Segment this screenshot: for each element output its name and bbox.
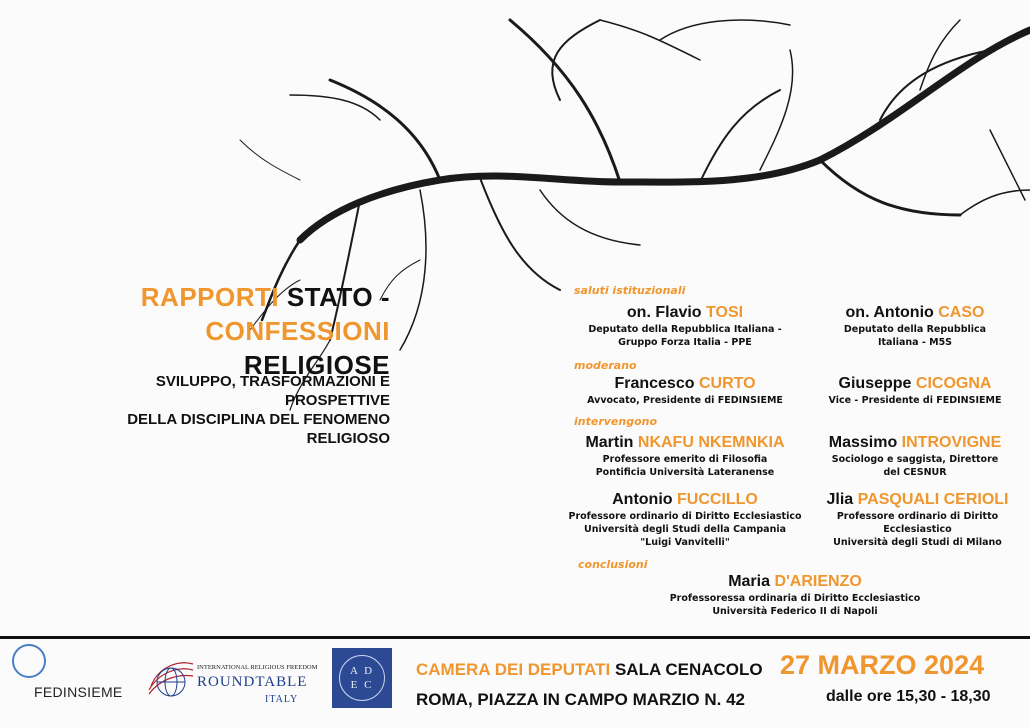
speaker-desc: Italiana - M5S — [877, 337, 953, 348]
venue-name — [416, 660, 763, 680]
speaker-first-name: on. Antonio — [845, 304, 934, 321]
speaker-fuccillo — [555, 490, 815, 549]
speaker-desc: Vice - Presidente di FEDINSIEME — [828, 395, 1002, 406]
subtitle-line: SVILUPPO, TRASFORMAZIONI E PROSPETTIVE — [155, 373, 390, 409]
speaker-last-name: NKAFU NKEMNKIA — [637, 434, 785, 451]
speaker-caso — [810, 303, 1020, 349]
speaker-desc: Sociologo e saggista, Direttore — [831, 454, 999, 465]
speaker-first-name: on. Flavio — [626, 304, 702, 321]
subtitle-line: DELLA DISCIPLINA DEL FENOMENO — [127, 411, 390, 428]
speaker-cicogna — [800, 374, 1030, 407]
title-accent-2: CONFESSIONI — [205, 316, 390, 346]
speaker-last-name: FUCCILLO — [677, 491, 758, 508]
venue-address: ROMA, PIAZZA IN CAMPO MARZIO N. 42 — [416, 690, 745, 709]
speaker-first-name: Antonio — [612, 491, 673, 508]
adec-logo-top: A D — [349, 665, 375, 677]
adec-logo-bottom: E C — [350, 679, 374, 691]
footer-divider — [0, 636, 1030, 639]
subtitle-line: RELIGIOSO — [306, 430, 390, 447]
label-saluti: saluti istituzionali — [574, 284, 686, 297]
speaker-desc: Università degli Studi di Milano — [833, 537, 1002, 548]
speaker-first-name: Maria — [728, 573, 770, 590]
irf-logo-line1: INTERNATIONAL RELIGIOUS FREEDOM — [197, 664, 318, 671]
speaker-last-name: TOSI — [706, 304, 744, 321]
speaker-last-name: CURTO — [698, 375, 756, 392]
speaker-desc: Pontificia Università Lateranense — [595, 467, 775, 478]
date-year: 2024 — [924, 650, 985, 680]
speaker-desc: Professore emerito di Filosofia — [602, 454, 768, 465]
speaker-last-name: INTROVIGNE — [901, 434, 1002, 451]
speaker-desc: "Luigi Vanvitelli" — [640, 537, 730, 548]
title-rest-1: STATO - — [279, 282, 390, 312]
speaker-desc: Professore ordinario di Diritto Ecclesiastico — [568, 511, 802, 522]
event-date — [780, 650, 984, 681]
speaker-introvigne — [805, 433, 1025, 479]
speaker-darienzo — [650, 572, 940, 618]
speaker-tosi — [560, 303, 810, 349]
fedinsieme-logo — [8, 644, 128, 714]
speaker-desc: Università Federico II di Napoli — [712, 606, 878, 617]
label-moderano: moderano — [574, 359, 637, 372]
speaker-desc: Professore ordinario di Diritto — [836, 511, 999, 522]
speaker-desc: Avvocato, Presidente di FEDINSIEME — [587, 395, 783, 406]
speaker-desc: Università degli Studi della Campania — [584, 524, 786, 535]
speaker-desc: Ecclesiastico — [883, 524, 952, 535]
event-subtitle — [60, 372, 390, 448]
irf-logo-line3: ITALY — [265, 694, 299, 705]
speaker-cerioli — [810, 490, 1025, 549]
speaker-first-name: Giuseppe — [838, 375, 912, 392]
fedinsieme-logo-text: FEDINSIEME — [34, 684, 123, 700]
irf-roundtable-logo — [145, 650, 320, 710]
title-rest-2: RELIGIOSE — [243, 350, 390, 380]
title-accent-1: RAPPORTI — [140, 282, 280, 312]
speaker-desc: del CESNUR — [883, 467, 947, 478]
label-conclusioni: conclusioni — [578, 558, 648, 571]
event-hours: dalle ore 15,30 - 18,30 — [826, 688, 991, 705]
speaker-first-name: Martin — [585, 434, 634, 451]
speaker-desc: Gruppo Forza Italia - PPE — [618, 337, 752, 348]
venue-rest: SALA CENACOLO — [610, 660, 763, 679]
speaker-last-name: CICOGNA — [915, 375, 992, 392]
adec-logo — [332, 648, 392, 708]
speaker-curto — [560, 374, 810, 407]
speaker-last-name: CASO — [938, 304, 985, 321]
date-day-month: 27 MARZO — [780, 650, 925, 680]
speaker-last-name: PASQUALI CERIOLI — [857, 491, 1009, 508]
event-title — [60, 280, 390, 382]
speaker-first-name: Jlia — [826, 491, 854, 508]
speaker-last-name: D'ARIENZO — [774, 573, 862, 590]
irf-logo-line2: ROUNDTABLE — [197, 674, 308, 690]
venue-accent: CAMERA DEI DEPUTATI — [416, 660, 611, 679]
speaker-nkafu — [550, 433, 820, 479]
speaker-desc: Deputato della Repubblica — [843, 324, 987, 335]
circle-icon — [12, 644, 46, 678]
globe-icon — [145, 656, 195, 702]
speaker-first-name: Francesco — [614, 375, 695, 392]
speaker-first-name: Massimo — [828, 434, 898, 451]
speaker-desc: Professoressa ordinaria di Diritto Ecclesiastico — [669, 593, 921, 604]
speaker-desc: Deputato della Repubblica Italiana - — [588, 324, 782, 335]
label-intervengono: intervengono — [574, 415, 658, 428]
